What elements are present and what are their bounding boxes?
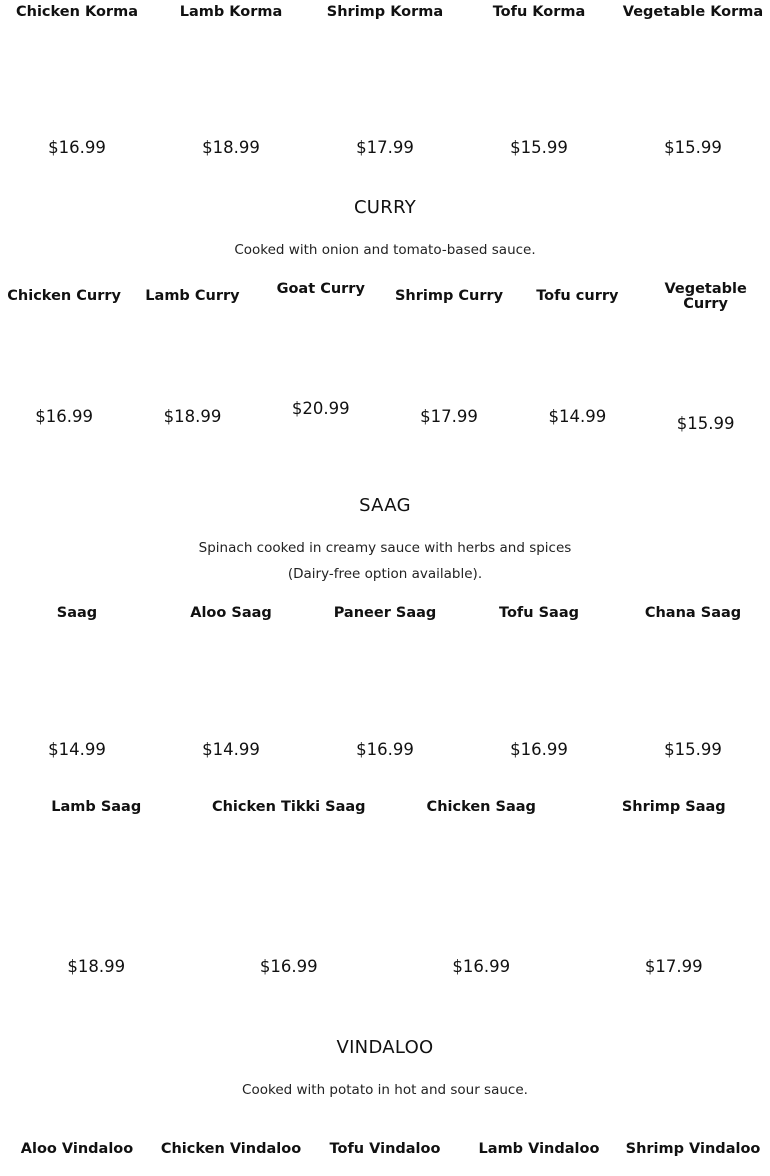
saag-items-row-2 [0,800,770,980]
item-price: $17.99 [420,407,478,426]
item-name: Tofu Vindaloo [329,1141,441,1157]
saag-items-row-1 [0,606,770,766]
item-price: $18.99 [202,138,260,157]
menu-item[interactable] [641,282,769,442]
menu-item[interactable] [308,1142,462,1172]
item-name: Lamb Saag [51,799,142,815]
menu-item[interactable] [154,5,308,165]
item-price: $18.99 [163,407,222,426]
menu-item[interactable] [385,800,578,980]
item-price: $14.99 [548,407,607,426]
section-title-vindaloo: VINDALOO [336,1037,434,1058]
item-price: $17.99 [356,138,414,157]
item-name: Shrimp Curry [394,288,504,304]
item-name: Tofu Saag [499,605,579,621]
menu-item[interactable] [462,1142,616,1172]
item-price: $20.99 [291,399,350,418]
item-name: Tofu Korma [492,4,586,20]
item-price: $16.99 [510,740,568,759]
menu-item[interactable] [128,282,256,442]
item-price: $16.99 [452,957,511,976]
item-name: Chana Saag [644,605,742,621]
curry-items [0,282,770,442]
item-name: Vegetable Curry [664,281,747,312]
item-name: Chicken Korma [16,4,138,20]
item-price: $16.99 [35,407,94,426]
menu-item[interactable] [0,282,128,442]
menu-item[interactable] [385,282,513,442]
item-price: $14.99 [48,740,106,759]
vindaloo-items [0,1142,770,1172]
section-title-saag: SAAG [359,495,411,516]
item-name: Lamb Curry [145,288,240,304]
item-name: Paneer Saag [333,605,437,621]
section-description-saag: Spinach cooked in creamy sauce with herbs and spices [198,540,572,556]
item-name: Shrimp Vindaloo [625,1141,761,1157]
menu-item[interactable] [308,5,462,165]
item-price: $16.99 [356,740,414,759]
item-name: Goat Curry [276,281,365,297]
item-price: $16.99 [48,138,106,157]
section-description-curry: Cooked with onion and tomato-based sauce. [234,242,536,258]
menu-item[interactable] [616,1142,770,1172]
item-name: Shrimp Korma [326,4,444,20]
item-name: Chicken Tikki Saag [211,799,366,815]
section-description-vindaloo: Cooked with potato in hot and sour sauce. [242,1082,528,1098]
item-price: $15.99 [510,138,568,157]
menu-item[interactable] [0,800,193,980]
menu-item[interactable] [154,606,308,766]
item-price: $15.99 [664,740,722,759]
item-name: Chicken Saag [426,799,536,815]
menu-item[interactable] [513,282,641,442]
menu-item[interactable] [0,5,154,165]
item-name: Lamb Vindaloo [478,1141,600,1157]
item-name: Vegetable Korma [622,4,764,20]
menu-item[interactable] [578,800,770,980]
menu-item[interactable] [308,606,462,766]
item-name: Chicken Curry [7,288,121,304]
item-name: Lamb Korma [179,4,283,20]
item-name: Shrimp Saag [621,799,726,815]
section-description-saag-note: (Dairy-free option available). [287,566,483,582]
item-price: $16.99 [259,957,318,976]
item-name: Chicken Vindaloo [160,1141,302,1157]
menu-item[interactable] [257,282,385,442]
item-price: $14.99 [202,740,260,759]
menu-item[interactable] [154,1142,308,1172]
item-name: Tofu curry [536,288,619,304]
korma-items [0,5,770,165]
menu-item[interactable] [616,606,770,766]
menu-item[interactable] [462,606,616,766]
menu-item[interactable] [193,800,386,980]
item-price: $18.99 [67,957,126,976]
menu-item[interactable] [0,1142,154,1172]
section-title-curry: CURRY [353,197,417,218]
item-name: Aloo Vindaloo [20,1141,134,1157]
item-price: $17.99 [644,957,703,976]
menu-item[interactable] [616,5,770,165]
item-price: $15.99 [676,414,735,433]
menu-item[interactable] [0,606,154,766]
menu-item[interactable] [462,5,616,165]
item-price: $15.99 [664,138,722,157]
item-name: Aloo Saag [190,605,272,621]
item-name: Saag [56,605,98,621]
